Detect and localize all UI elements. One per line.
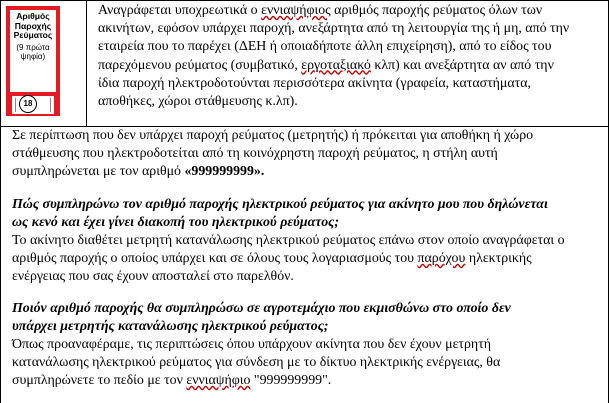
- answer-line: αριθμός παροχής ο οποίος υπάρχει και σε όλους τους λογαριασμούς του παρόχου ηλεκτρικής: [12, 251, 532, 266]
- question-line: ως κενό και έχει γίνει διακοπή του ηλεκτρικού ρεύματος;: [12, 215, 339, 230]
- no-meter-line: Σε περίπτωση που δεν υπάρχει παροχή ρεύματος (μετρητής) ή πρόκειται για αποθήκη ή χώρο: [12, 128, 534, 143]
- code-value: «999999999».: [184, 164, 265, 179]
- badge-label: [10, 10, 56, 92]
- field-description: [98, 2, 610, 111]
- underlined-word: εννιαψήφιος: [261, 3, 331, 18]
- badge-field-number: 18: [19, 95, 37, 113]
- faq-section: [0, 126, 609, 403]
- badge-title-line: Ρεύματος: [13, 30, 53, 40]
- answer-line: Όπως προαναφέραμε, τις περιπτώσεις όπου υπάρχουν ακίνητα που δεν έχουν μετρητή: [12, 337, 492, 352]
- underlined-word: εννιαψήφιο: [186, 373, 251, 388]
- answer-line: κατανάλωσης ηλεκτρικού ρεύματος για σύνδεση με το δίκτυο ηλεκτρικής ενέργειας, θα: [12, 355, 501, 370]
- answer-line: συμπληρώνετε το πεδίο με τον εννιαψήφιο "999999999".: [12, 373, 332, 388]
- field-badge-icon: [6, 6, 60, 116]
- underlined-word: παρόχου: [417, 251, 466, 266]
- badge-title-line: Αριθμός: [16, 11, 50, 21]
- question-line: Πώς συμπληρώνω τον αριθμό παροχής ηλεκτρικού ρεύματος για ακίνητο μου που δηλώνεται: [12, 197, 548, 212]
- description-line: ακινήτων, εφόσον υπάρχει παροχή, ανεξάρτητα από τη λειτουργία της ή μη, από την: [98, 21, 570, 37]
- badge-title-line: Παροχής: [14, 20, 52, 31]
- question-line: υπάρχει μετρητής κατανάλωσης ηλεκτρικού ρεύματος;: [12, 319, 329, 334]
- no-meter-line: συμπληρώνεται με τον αριθμό «999999999».: [12, 164, 265, 179]
- description-line: παρεχόμενου ρεύματος (συμβατικό, εργοταξιακό κλπ) και ανεξάρτητα αν από την: [98, 57, 554, 73]
- question-line: Ποιόν αριθμό παροχής θα συμπληρώσω σε αγροτεμάχιο που εκμισθώνω στο οποίο δεν: [12, 301, 511, 316]
- description-line: εταιρεία που το παρέχει (ΔΕΗ ή οποιαδήποτε άλλη επιχείρηση), από το είδος του: [98, 39, 552, 55]
- description-line: Αναγράφεται υποχρεωτικά ο εννιαψήφιος αριθμός παροχής ρεύματος όλων των: [98, 3, 543, 18]
- field-icon-cell: [1, 1, 87, 127]
- no-meter-line: στάθμευσης που ηλεκτροδοτείται από τη κοινόχρηστη παροχή ρεύματος, η στήλη αυτή: [12, 146, 498, 161]
- underlined-word: εργοταξιακό: [301, 57, 371, 73]
- answer-line: ενέργειας που σας έχουν αποσταλεί στο παρελθόν.: [12, 269, 294, 284]
- badge-note-line: (9 πρώτα: [16, 42, 50, 52]
- field-description-row: [0, 0, 609, 126]
- description-line: αποθήκες, χώροι στάθμευσης κ.λπ).: [98, 94, 298, 110]
- badge-note-line: ψηφία): [20, 51, 46, 61]
- answer-line: Το ακίνητο διαθέτει μετρητή κατανάλωσης ηλεκτρικού ρεύματος επάνω στον οποίο αναγράφεται ο: [12, 233, 565, 248]
- description-line: ίδια παροχή ηλεκτροδοτούνται περισσότερα ακίνητα (γραφεία, καταστήματα,: [98, 75, 531, 91]
